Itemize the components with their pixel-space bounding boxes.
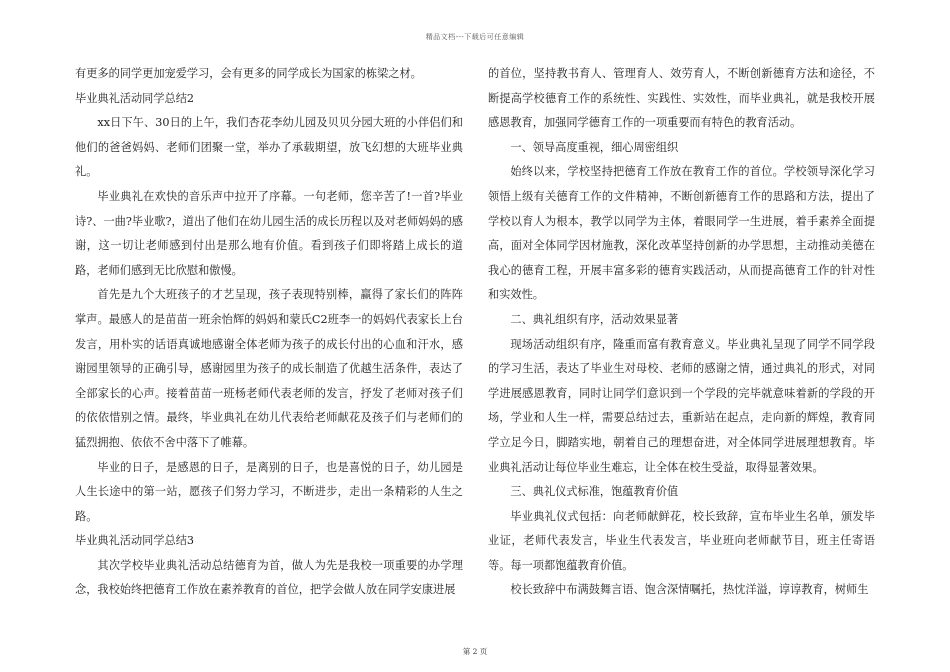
paragraph: 毕业的日子，是感恩的日子，是离别的日子，也是喜悦的日子，幼儿园是人生长途中的第一站，愿孩子们努力学习，不断进步，走出一条精彩的人生之路。 [75, 460, 463, 523]
paragraph: 其次学校毕业典礼活动总结德育为首，做人为先是我校一项重要的办学理念，我校始终把德育工作放在素养教育的首位，把学会做人放在同学安康进展 [75, 558, 463, 597]
paragraph: 毕业典礼仪式包括：向老师献鲜花，校长致辞，宣布毕业生名单，颁发毕业证，老师代表发言，毕业生代表发言，毕业班向老师献节目，班主任寄语等。每一项都饱蕴教育价值。 [488, 509, 875, 572]
section-heading: 毕业典礼活动同学总结3 [75, 534, 194, 548]
paragraph: 毕业典礼在欢快的音乐声中拉开了序幕。一句老师，您辛苦了!一首?毕业诗?、一曲?毕业歌?，道出了他们在幼儿园生活的成长历程以及对老师妈妈的感谢，这一切让老师感到付出是那么地有价值。看到孩子们即将踏上成长的道路，老师们感到无比欣慰和傲慢。 [75, 189, 463, 277]
paragraph: xx日下午、30日的上午，我们杏花李幼儿园及贝贝分园大班的小伴侣们和他们的爸爸妈妈、老师们团聚一堂，举办了承载期望，放飞幻想的大班毕业典礼。 [75, 116, 463, 179]
paragraph: 校长致辞中布满鼓舞言语、饱含深情嘱托，热忱洋溢，谆谆教育，树师生 [510, 583, 869, 597]
subsection-heading: 三、典礼仪式标准，饱蕴教育价值 [510, 485, 679, 499]
paragraph: 首先是九个大班孩子的才艺呈现，孩子表现特别棒，赢得了家长们的阵阵掌声。最感人的是苗苗一班余怡辉的妈妈和蒙氏C2班李一的妈妈代表家长上台发言，用朴实的话语真诚地感谢全体老师为孩子的成长付出的心血和汗水，感谢园里领导的正确引导，感谢园里为孩子的成长制造了优越生活条件，表达了全部家长的心声。接着苗苗一班杨老师代表老师的发言，抒发了老师对孩子们的依依惜别之情。最终，毕业典礼在幼儿代表给老师献花及孩子们与老师们的猛烈拥抱、依依不舍中落下了帷幕。 [75, 288, 463, 449]
paragraph-continuation: 有更多的同学更加宠爱学习，会有更多的同学成长为国家的栋梁之材。 [75, 67, 422, 80]
subsection-heading: 一、领导高度重视，细心周密组织 [510, 140, 679, 154]
right-column [488, 62, 875, 603]
paragraph: 现场活动组织有序，隆重而富有教育意义。毕业典礼呈现了同学不同学段的学习生活，表达了毕业生对母校、老师的感谢之情，通过典礼的形式，对同学进展感恩教育，同时让同学们意识到一个学段的完毕就意味着新的学段的开场，学业和人生一样，需要总结过去，重新站在起点，走向新的辉煌，教育同学立足今日，脚踏实地，朝着自己的理想奋进，对全体同学进展理想教育。毕业典礼活动让每位毕业生难忘，让全体在校生受益，取得显著效果。 [488, 337, 875, 474]
left-column [75, 62, 463, 603]
page-number: 第 2 页 [462, 647, 488, 656]
page-header: 精品文档---下载后可任意编辑 [425, 33, 525, 41]
paragraph: 始终以来，学校坚持把德育工作放在教育工作的首位。学校领导深化学习领悟上级有关德育工作的文件精神，不断创新德育工作的思路和方法，提出了学校以育人为根本，教学以同学为主体，着眼同学一生进展，着手素养全面提高，面对全体同学因材施教，深化改革坚持创新的办学思想，主动推动美德在我心的德育工程，开展丰富多彩的德育实践活动，从而提高德育工作的针对性和实效性。 [488, 165, 875, 302]
section-heading: 毕业典礼活动同学总结2 [75, 91, 194, 105]
subsection-heading: 二、典礼组织有序，活动效果显著 [510, 312, 679, 326]
paragraph-continuation: 的首位，坚持教书育人、管理育人、效劳育人，不断创新德育方法和途径，不断提高学校德育工作的系统性、实践性、实效性，而毕业典礼，就是我校开展感恩教育，加强同学德育工作的一项重要而有特色的教育活动。 [488, 67, 875, 130]
